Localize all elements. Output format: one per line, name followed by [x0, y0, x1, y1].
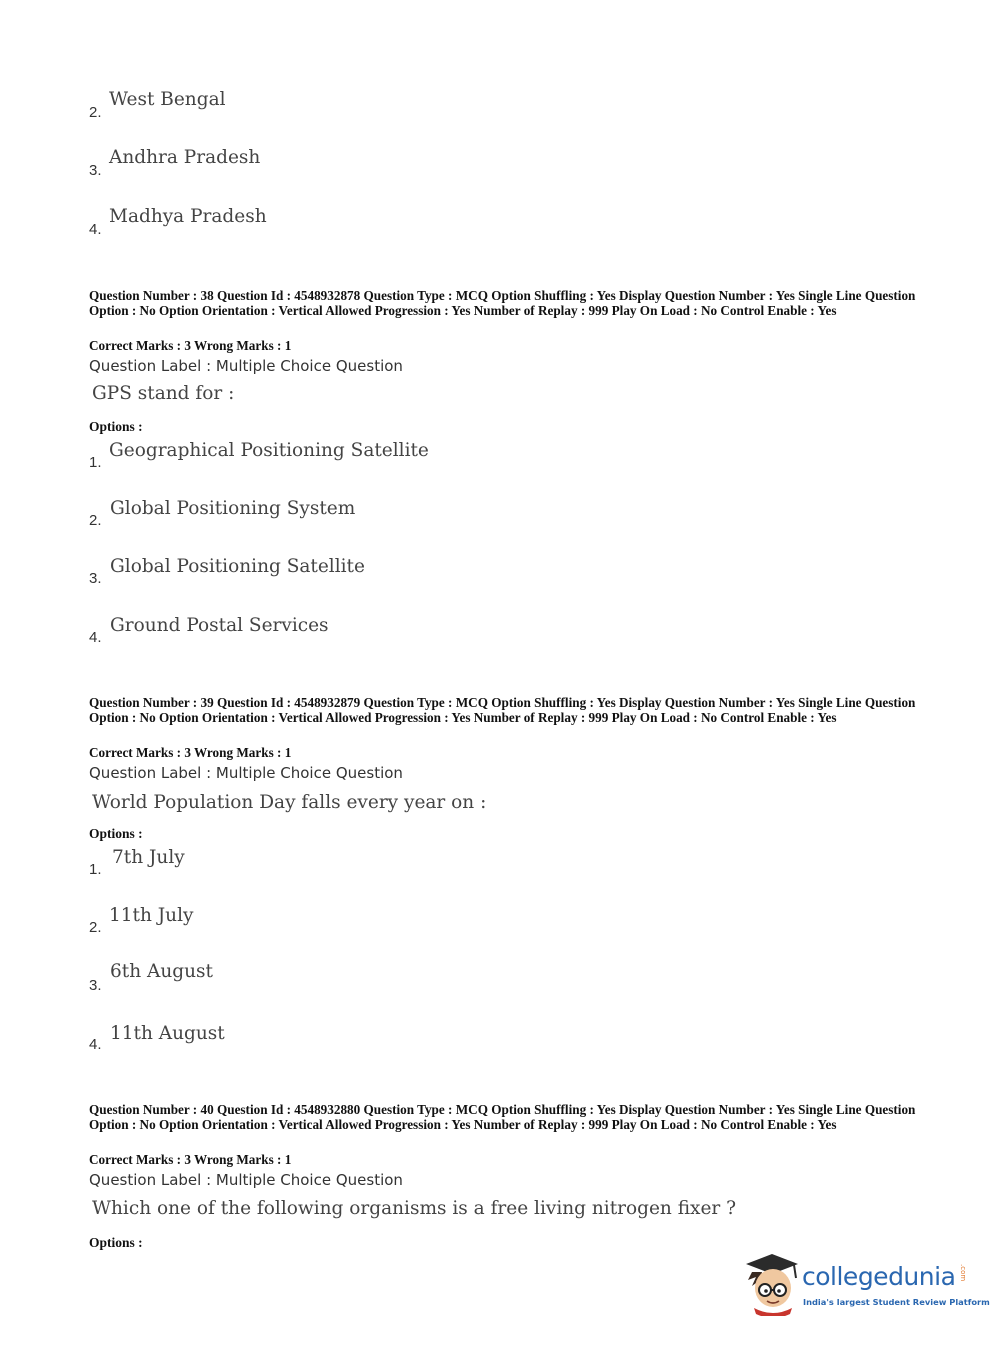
question-text: World Population Day falls every year on : — [92, 792, 487, 813]
option-number: 2. — [89, 104, 102, 121]
option-text: Global Positioning System — [110, 498, 356, 519]
option-text: 11th August — [110, 1023, 225, 1044]
question-text: Which one of the following organisms is a free living nitrogen fixer ? — [92, 1198, 737, 1219]
options-label: Options : — [89, 826, 143, 841]
option-number: 3. — [89, 570, 102, 587]
question-label: Question Label : Multiple Choice Question — [89, 764, 403, 782]
option-text: Geographical Positioning Satellite — [109, 440, 429, 461]
option-number: 1. — [89, 454, 102, 471]
question-label: Question Label : Multiple Choice Question — [89, 1171, 403, 1189]
option-number: 1. — [89, 861, 102, 878]
logo-suffix: .com — [959, 1264, 967, 1282]
question-marks: Correct Marks : 3 Wrong Marks : 1 — [89, 745, 292, 760]
option-number: 3. — [89, 977, 102, 994]
question-text: GPS stand for : — [92, 383, 235, 404]
option-text: West Bengal — [109, 89, 226, 110]
option-number: 4. — [89, 629, 102, 646]
option-text: Andhra Pradesh — [109, 147, 261, 168]
options-label: Options : — [89, 419, 143, 434]
mascot-icon — [742, 1250, 802, 1316]
logo-tagline: India's largest Student Review Platform — [803, 1297, 990, 1307]
option-text: 6th August — [110, 961, 213, 982]
option-number: 2. — [89, 919, 102, 936]
option-text: Ground Postal Services — [110, 615, 329, 636]
option-number: 4. — [89, 221, 102, 238]
option-text: 7th July — [112, 847, 185, 868]
option-text: 11th July — [109, 905, 194, 926]
question-marks: Correct Marks : 3 Wrong Marks : 1 — [89, 338, 292, 353]
option-text: Madhya Pradesh — [109, 206, 267, 227]
option-text: Global Positioning Satellite — [110, 556, 365, 577]
collegedunia-logo — [740, 1248, 990, 1320]
option-number: 4. — [89, 1036, 102, 1053]
question-meta: Question Number : 39 Question Id : 4548932879 Question Type : MCQ Option Shuffling : Yes Display Question Number : Yes Single Line Question Option : No Option Orientation : Vertical Allowed Progression : Yes Number of Replay : 999 Play On Load : No Control Enable : Yes — [89, 695, 916, 725]
question-label: Question Label : Multiple Choice Question — [89, 357, 403, 375]
question-meta: Question Number : 38 Question Id : 4548932878 Question Type : MCQ Option Shuffling : Yes Display Question Number : Yes Single Line Question Option : No Option Orientation : Vertical Allowed Progression : Yes Number of Replay : 999 Play On Load : No Control Enable : Yes — [89, 288, 916, 318]
question-meta: Question Number : 40 Question Id : 4548932880 Question Type : MCQ Option Shuffling : Yes Display Question Number : Yes Single Line Question Option : No Option Orientation : Vertical Allowed Progression : Yes Number of Replay : 999 Play On Load : No Control Enable : Yes — [89, 1102, 916, 1132]
option-number: 2. — [89, 512, 102, 529]
options-label: Options : — [89, 1235, 143, 1250]
option-number: 3. — [89, 162, 102, 179]
question-marks: Correct Marks : 3 Wrong Marks : 1 — [89, 1152, 292, 1167]
logo-wordmark: collegedunia — [802, 1262, 956, 1291]
